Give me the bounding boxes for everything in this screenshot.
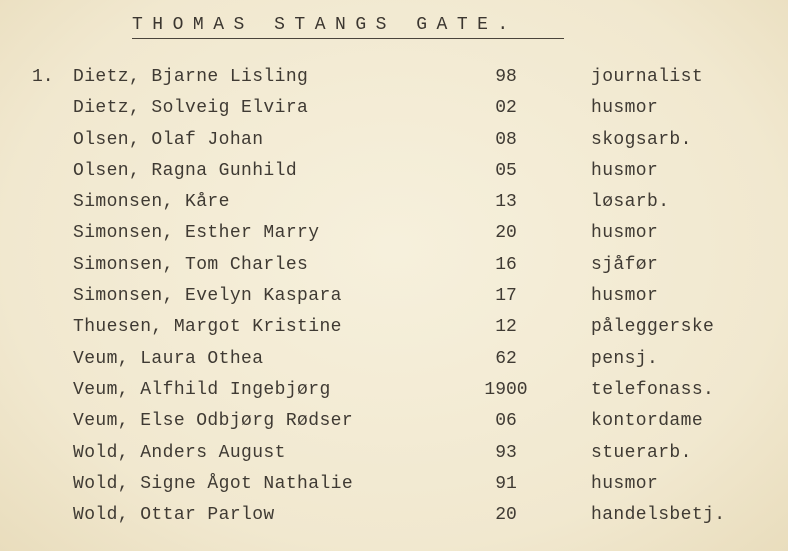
resident-row	[0, 281, 788, 312]
occupation: journalist	[591, 67, 704, 87]
resident-name: Dietz, Solveig Elvira	[73, 98, 309, 119]
title-underline	[132, 38, 564, 39]
resident-row	[0, 125, 788, 156]
resident-name: Thuesen, Margot Kristine	[73, 317, 342, 338]
birth-year: 05	[495, 160, 517, 181]
resident-name: Veum, Alfhild Ingebjørg	[73, 379, 331, 400]
birth-year: 16	[495, 254, 517, 275]
resident-list	[0, 62, 788, 531]
occupation: husmor	[591, 473, 659, 494]
occupation: stuerarb.	[591, 442, 692, 463]
resident-row	[0, 500, 788, 531]
birth-year: 20	[495, 505, 517, 526]
occupation: skogsarb.	[591, 129, 692, 150]
occupation: handelsbetj.	[591, 505, 726, 526]
birth-year: 62	[495, 348, 517, 369]
birth-year: 02	[495, 98, 517, 119]
resident-name: Veum, Else Odbjørg Rødser	[73, 411, 354, 432]
occupation: pensj.	[591, 348, 659, 369]
resident-name: Olsen, Olaf Johan	[73, 129, 264, 150]
resident-name: Simonsen, Esther Marry	[73, 223, 320, 244]
birth-year: 13	[495, 192, 517, 213]
resident-name: Dietz, Bjarne Lisling	[73, 67, 309, 87]
birth-year: 98	[495, 67, 517, 87]
resident-name: Wold, Ottar Parlow	[73, 505, 275, 526]
resident-row	[0, 438, 788, 469]
occupation: husmor	[591, 98, 659, 119]
occupation: husmor	[591, 286, 659, 307]
birth-year: 1900	[484, 379, 528, 400]
resident-row	[0, 250, 788, 281]
occupation: telefonass.	[591, 379, 715, 400]
occupation: sjåfør	[591, 254, 659, 275]
resident-row	[0, 375, 788, 406]
occupation: påleggerske	[591, 317, 715, 338]
resident-name: Wold, Anders August	[73, 442, 286, 463]
resident-name: Simonsen, Kåre	[73, 192, 230, 213]
birth-year: 08	[495, 129, 517, 150]
occupation: husmor	[591, 160, 659, 181]
birth-year: 12	[495, 317, 517, 338]
birth-year: 06	[495, 411, 517, 432]
birth-year: 20	[495, 223, 517, 244]
resident-name: Simonsen, Evelyn Kaspara	[73, 286, 342, 307]
resident-row	[0, 469, 788, 500]
resident-name: Wold, Signe Ågot Nathalie	[73, 473, 354, 494]
resident-name: Olsen, Ragna Gunhild	[73, 160, 298, 181]
resident-row	[0, 156, 788, 187]
resident-row	[0, 218, 788, 249]
occupation: kontordame	[591, 411, 704, 432]
entry-number: 1.	[32, 67, 54, 87]
occupation: løsarb.	[591, 192, 670, 213]
resident-name: Veum, Laura Othea	[73, 348, 264, 369]
resident-row	[0, 187, 788, 218]
birth-year: 17	[495, 286, 517, 307]
page-title: THOMAS STANGS GATE.	[132, 15, 518, 35]
resident-name: Simonsen, Tom Charles	[73, 254, 309, 275]
birth-year: 91	[495, 473, 517, 494]
resident-row	[0, 93, 788, 124]
resident-row	[0, 312, 788, 343]
resident-row	[0, 62, 788, 93]
resident-row	[0, 406, 788, 437]
occupation: husmor	[591, 223, 659, 244]
resident-row	[0, 344, 788, 375]
birth-year: 93	[495, 442, 517, 463]
